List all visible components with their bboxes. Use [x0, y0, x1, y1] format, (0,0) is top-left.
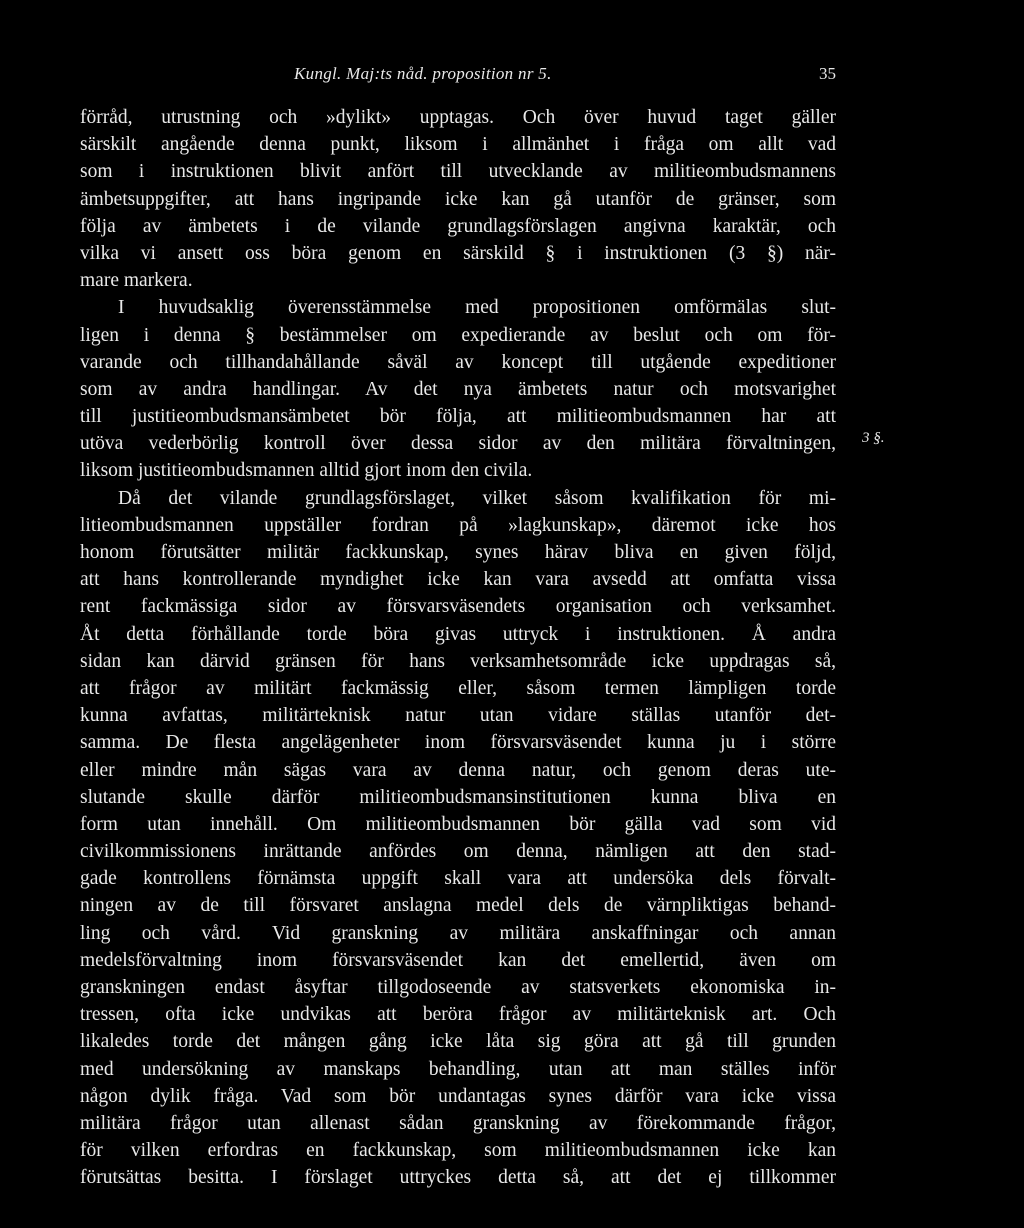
text-line: honom förutsätter militär fackkunskap, synes härav bliva en given följd, — [80, 542, 836, 563]
text-line: ningen av de till försvaret anslagna medel dels de värnpliktigas behand- — [80, 895, 836, 917]
text-line: förutsättas besitta. I förslaget uttryckes detta så, att det ej tillkommer — [80, 1167, 836, 1189]
text-line: mare markera. — [80, 270, 193, 292]
text-line: I huvudsaklig överensstämmelse med propositionen omförmälas slut- — [118, 297, 836, 319]
text-line: särskilt angående denna punkt, liksom i allmänhet i fråga om allt vad — [80, 134, 836, 156]
text-line: förråd, utrustning och »dylikt» upptagas. Och över huvud taget gäller — [80, 107, 836, 128]
text-line: ligen i denna § bestämmelser om expedierande av beslut och om för- — [80, 324, 836, 346]
text-line: Åt detta förhållande torde böra givas uttryck i instruktionen. Å andra — [80, 623, 836, 645]
text-line: varande och tillhandahållande såväl av koncept till utgående expeditioner — [80, 351, 836, 373]
text-line: litieombudsmannen uppställer fordran på »lagkunskap», däremot icke hos — [80, 514, 836, 536]
text-line: följa av ämbetets i de vilande grundlagsförslagen angivna karaktär, och — [80, 215, 836, 237]
text-line: sidan kan därvid gränsen för hans verksamhetsområde icke uppdragas så, — [80, 650, 836, 672]
text-line: militära frågor utan allenast sådan granskning av förekommande frågor, — [80, 1112, 836, 1134]
text-line: med undersökning av manskaps behandling, utan att man ställes inför — [80, 1058, 836, 1080]
text-line: gade kontrollens förnämsta uppgift skall vara att undersöka dels förvalt- — [80, 868, 836, 890]
text-line: att hans kontrollerande myndighet icke kan vara avsedd att omfatta vissa — [80, 569, 836, 591]
text-line: medelsförvaltning inom försvarsväsendet kan det emellertid, även om — [80, 949, 836, 971]
page-number: 35 — [819, 64, 836, 83]
text-line: form utan innehåll. Om militieombudsmannen bör gälla vad som vid — [80, 813, 836, 835]
margin-note: 3 §. — [862, 430, 885, 446]
text-line: till justitieombudsmansämbetet bör följa, att militieombudsmannen har att — [80, 406, 836, 428]
text-line: slutande skulle därför militieombudsmansinstitutionen kunna bliva en — [80, 786, 836, 808]
text-line: Då det vilande grundlagsförslaget, vilket såsom kvalifikation för mi- — [118, 487, 836, 509]
text-line: likaledes torde det mången gång icke låta sig göra att gå till grunden — [80, 1031, 836, 1053]
text-line: ämbetsuppgifter, att hans ingripande icke kan gå utanför de gränser, som — [80, 188, 836, 210]
text-line: eller mindre mån sägas vara av denna natur, och genom deras ute- — [80, 759, 836, 781]
text-line: vilka vi ansett oss böra genom en särskild § i instruktionen (3 §) när- — [80, 242, 836, 264]
text-line: för vilken erfordras en fackkunskap, som militieombudsmannen icke kan — [80, 1140, 836, 1162]
text-line: samma. De flesta angelägenheter inom försvarsväsendet kunna ju i större — [80, 732, 836, 754]
running-title: Kungl. Maj:ts nåd. proposition nr 5. — [294, 64, 552, 83]
text-line: som i instruktionen blivit anfört till utvecklande av militieombudsmannens — [80, 161, 836, 183]
text-line: någon dylik fråga. Vad som bör undantagas synes därför vara icke vissa — [80, 1085, 836, 1107]
body-text — [80, 104, 836, 1192]
text-line: rent fackmässiga sidor av försvarsväsendets organisation och verksamhet. — [80, 596, 836, 618]
text-line: civilkommissionens inrättande anfördes om denna, nämligen att den stad- — [80, 841, 836, 863]
text-line: utöva vederbörlig kontroll över dessa sidor av den militära förvaltningen, — [80, 433, 836, 455]
text-line: tressen, ofta icke undvikas att beröra frågor av militärteknisk art. Och — [80, 1004, 836, 1026]
text-line: som av andra handlingar. Av det nya ämbetets natur och motsvarighet — [80, 378, 836, 400]
text-line: ling och vård. Vid granskning av militära anskaffningar och annan — [80, 922, 836, 944]
text-line: att frågor av militärt fackmässig eller, såsom termen lämpligen torde — [80, 677, 836, 699]
text-line: granskningen endast åsyftar tillgodoseende av statsverkets ekonomiska in- — [80, 977, 836, 998]
text-line: liksom justitieombudsmannen alltid gjort inom den civila. — [80, 460, 533, 482]
page-header — [80, 64, 836, 88]
text-line: kunna avfattas, militärteknisk natur utan vidare ställas utanför det- — [80, 705, 836, 727]
